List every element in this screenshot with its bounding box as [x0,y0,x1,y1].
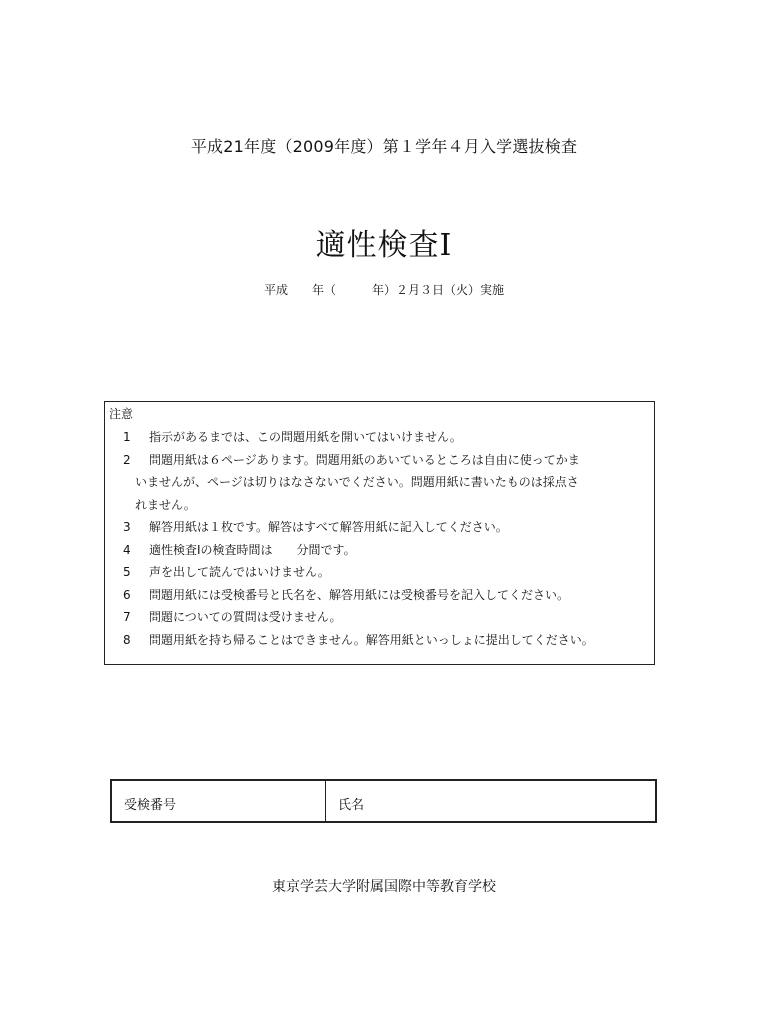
name-label: 氏名 [338,798,365,813]
notice-item [105,539,654,562]
notice-item-text: 問題用紙には受検番号と氏名を、解答用紙には受検番号を記入してください。 [149,587,570,602]
student-id-table [110,779,657,823]
notice-item-continuation [105,471,654,494]
notice-item-number: 5 [123,565,131,579]
notice-title: 注意 [109,407,134,421]
notice-item [105,629,654,652]
notice-item-text: 解答用紙は１枚です。解答はすべて解答用紙に記入してください。 [149,520,508,534]
notice-item [105,516,654,539]
notice-item-text: 問題用紙を持ち帰ることはできません。解答用紙といっしょに提出してください。 [149,632,594,647]
notice-item-continuation [105,494,654,517]
notice-item-text: 問題についての質問は受けません。 [149,610,342,624]
name-field[interactable] [326,781,655,821]
notice-item [105,561,654,584]
notice-item [105,426,654,449]
notice-item-text: 問題用紙は６ページあります。問題用紙のあいているところは自由に使ってかま [149,452,580,467]
notice-item [105,584,654,607]
notice-item [105,606,654,629]
exam-number-label: 受検番号 [124,798,177,813]
exam-header-line: 平成21年度（2009年度）第１学年４月入学選抜検査 [190,137,578,156]
notice-box [104,401,655,665]
exam-number-field[interactable] [112,781,326,821]
notice-item-number: 7 [123,610,131,624]
notice-item-number: 4 [123,542,131,557]
exam-date-line: 平成 年（ 年）２月３日（火）実施 [263,283,504,297]
notice-item-number: 3 [123,520,131,534]
notice-item-number: 2 [123,452,131,467]
notice-item-text: 声を出して読んではいけません。 [149,565,330,579]
notice-item-continuation-text: いませんが、ページは切りはなさないでください。問題用紙に書いたものは採点さ [135,475,579,489]
notice-item-continuation-text: れません。 [135,497,196,512]
notice-item-text: 指示があるまでは、この問題用紙を開いてはいけません。 [149,430,462,444]
notice-item-number: 6 [123,587,131,602]
notice-item-number: 1 [123,430,131,444]
page-title: 適性検査Ⅰ [315,228,453,263]
notice-item-number: 8 [123,632,131,647]
notice-item [105,449,654,472]
notice-item-text: 適性検査Ⅰの検査時間は 分間です。 [149,542,356,557]
notice-list [105,426,654,651]
school-name: 東京学芸大学附属国際中等教育学校 [272,879,496,895]
